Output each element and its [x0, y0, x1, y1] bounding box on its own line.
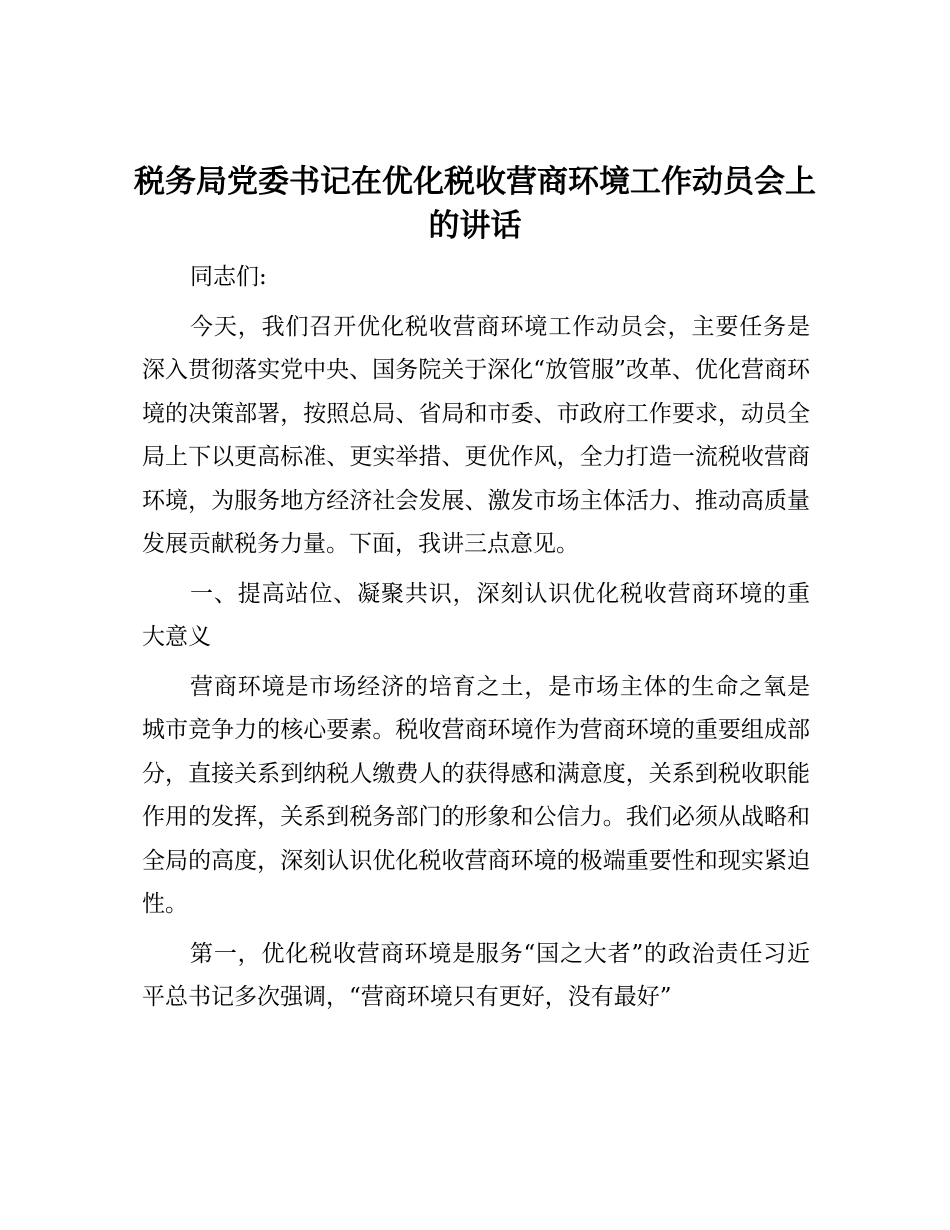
intro-paragraph: 今天，我们召开优化税收营商环境工作动员会，主要任务是深入贯彻落实党中央、国务院关于深化“放管服”改革、优化营商环境的决策部署，按照总局、省局和市委、市政府工作要求，动员全局上下以更高标准、更实举措、更优作风，全力打造一流税收营商环境，为服务地方经济社会发展、激发市场主体活力、推动高质量发展贡献税务力量。下面，我讲三点意见。 — [142, 313, 810, 557]
body-paragraph: 营商环境是市场经济的培育之土，是市场主体的生命之氧是城市竞争力的核心要素。税收营商环境作为营商环境的重要组成部分，直接关系到纳税人缴费人的获得感和满意度，关系到税收职能作用的发挥，关系到税务部门的形象和公信力。我们必须从战略和全局的高度，深刻认识优化税收营商环境的极端重要性和现实紧迫性。 — [142, 673, 810, 917]
document-body — [142, 256, 810, 1026]
section-heading-1: 一、提高站位、凝聚共识，深刻认识优化税收营商环境的重大意义 — [142, 580, 810, 650]
document-title: 税务局党委书记在优化税收营商环境工作动员会上的讲话 — [134, 164, 816, 244]
salutation-paragraph: 同志们: — [190, 264, 267, 290]
subsection-paragraph: 第一，优化税收营商环境是服务“国之大者”的政治责任习近平总书记多次强调，“营商环境只有更好，没有最好” — [142, 940, 810, 1010]
